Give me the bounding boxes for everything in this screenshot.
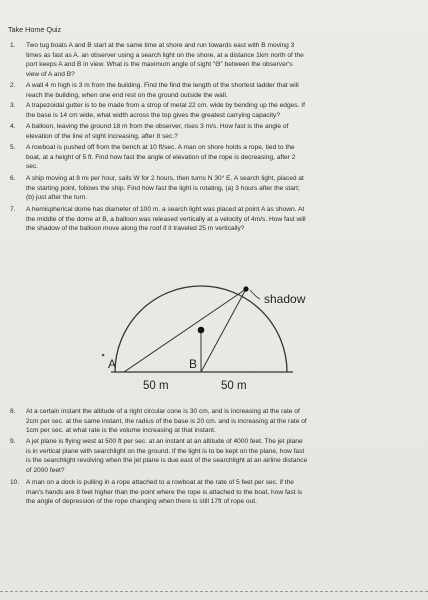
question-9 bbox=[10, 437, 418, 475]
question-number: 8. bbox=[10, 408, 16, 415]
question-line: A rowboat is pushed off from the bench at 10 ft/sec. A man on shore holds a rope, tied to the bbox=[26, 144, 295, 151]
question-line: A balloon, leaving the ground 18 m from the observer, rises 3 m/s. How fast is the angle of bbox=[26, 123, 289, 130]
question-line: boat, at a height of 5 ft. Find how fast the angle of elevation of the rope is decreasing, after 2 bbox=[26, 153, 296, 161]
question-number: 10. bbox=[10, 479, 20, 486]
question-line: the base is 14 cm wide, what width across the top gives the greatest carrying capacity? bbox=[26, 111, 280, 119]
point-b-label: B bbox=[189, 357, 198, 371]
question-number: 6. bbox=[10, 175, 16, 182]
question-line: is the searchlight revolving when the jet plane is due east of the searchlight at an airline distance bbox=[26, 457, 308, 465]
searchlight-mark bbox=[102, 354, 105, 357]
question-line: man's hands are 8 feet higher than the point where the rope is attached to the boat, how fast is bbox=[26, 488, 303, 496]
question-line: port keeps A and B in view. What is the maximum angle of sight "Θ" between the observer's bbox=[26, 61, 293, 69]
left-dimension: 50 m bbox=[143, 380, 169, 392]
question-line: (b) just after the turn. bbox=[26, 194, 88, 202]
radius-to-shadow bbox=[201, 289, 246, 372]
question-line: 2cm per sec. at the same instant, the radius of the base is 20 cm. and is increasing at the rate of bbox=[26, 417, 307, 425]
question-line: times as fast as A. an observer using a search light on the shore, at a distance 1km north of the bbox=[26, 51, 304, 59]
question-line: Two tug boats A and B start at the same time at shore and run towards east with B moving 3 bbox=[26, 42, 295, 49]
question-number: 3. bbox=[10, 102, 16, 109]
question-line: the shadow of the balloon move along the roof if it traveled 25 m vertically? bbox=[26, 225, 245, 233]
question-line: A man on a dock is pulling in a rope attached to a rowboat at the rate of 5 feet per sec. if the bbox=[26, 479, 294, 486]
question-line: A jet plane is flying west at 500 ft per sec. at an instant at an altitude of 4000 feet. The jet plane bbox=[26, 438, 303, 445]
question-number: 5. bbox=[10, 144, 16, 151]
shadow-point bbox=[243, 286, 248, 291]
question-number: 1. bbox=[10, 42, 16, 49]
right-dimension: 50 m bbox=[221, 380, 247, 392]
question-10 bbox=[10, 478, 418, 507]
question-number: 9. bbox=[10, 438, 16, 445]
balloon-dot bbox=[198, 327, 205, 334]
question-line: sec. bbox=[26, 163, 39, 171]
quiz-title: Take Home Quiz bbox=[8, 25, 62, 34]
question-line: view of A and B? bbox=[26, 70, 75, 78]
searchlight-ray bbox=[124, 289, 246, 372]
question-line: A ship moving at 8 mi per hour, sails W for 2 hours, then turns N 30° E. A search light, placed at bbox=[26, 175, 304, 182]
shadow-label: shadow bbox=[264, 292, 306, 306]
question-line: At a certain instant the altitude of a right circular cone is 30 cm, and is increasing at the rate of bbox=[26, 408, 300, 415]
question-line: 1cm per sec. at what rate is the volume increasing at that instant. bbox=[26, 427, 216, 435]
question-line: is in vertical plane with searchlight on the ground. If the light is to be kept on the plane, how fast bbox=[26, 447, 305, 455]
question-8 bbox=[10, 407, 418, 436]
question-line: of 2000 feet? bbox=[26, 466, 65, 474]
question-line: A hemispherical dome has diameter of 100 m. a search light was placed at point A as shown. At bbox=[26, 206, 305, 213]
question-number: 4. bbox=[10, 123, 16, 130]
question-line: elevation of the line of sight increasing, after 8 sec.? bbox=[26, 132, 178, 140]
point-a-label: A bbox=[108, 357, 117, 371]
question-line: A trapezoidal gutter is to be made from a strop of metal 22 cm. wide by bending up the edges. If bbox=[26, 102, 305, 109]
question-number: 7. bbox=[10, 206, 16, 213]
question-number: 2. bbox=[10, 82, 16, 89]
question-line: reach the building, when one end rest on the ground outside the wall. bbox=[26, 91, 228, 99]
page-bottom-rule bbox=[0, 591, 428, 592]
question-line: the starting point, follows the ship. Find how fast the light is rotating, (a) 3 hours after the start; bbox=[26, 184, 300, 192]
shadow-pointer bbox=[250, 290, 260, 299]
question-line: the middle of the dome at B, a balloon was released vertically at a velocity of 4m/s. How fast will bbox=[26, 215, 306, 223]
question-line: the angle of depression of the rope changing when there is still 17ft of rope out. bbox=[26, 498, 257, 506]
question-line: A wall 4 m high is 3 m from the building. Find the find the length of the shortest ladder that will bbox=[26, 82, 299, 89]
